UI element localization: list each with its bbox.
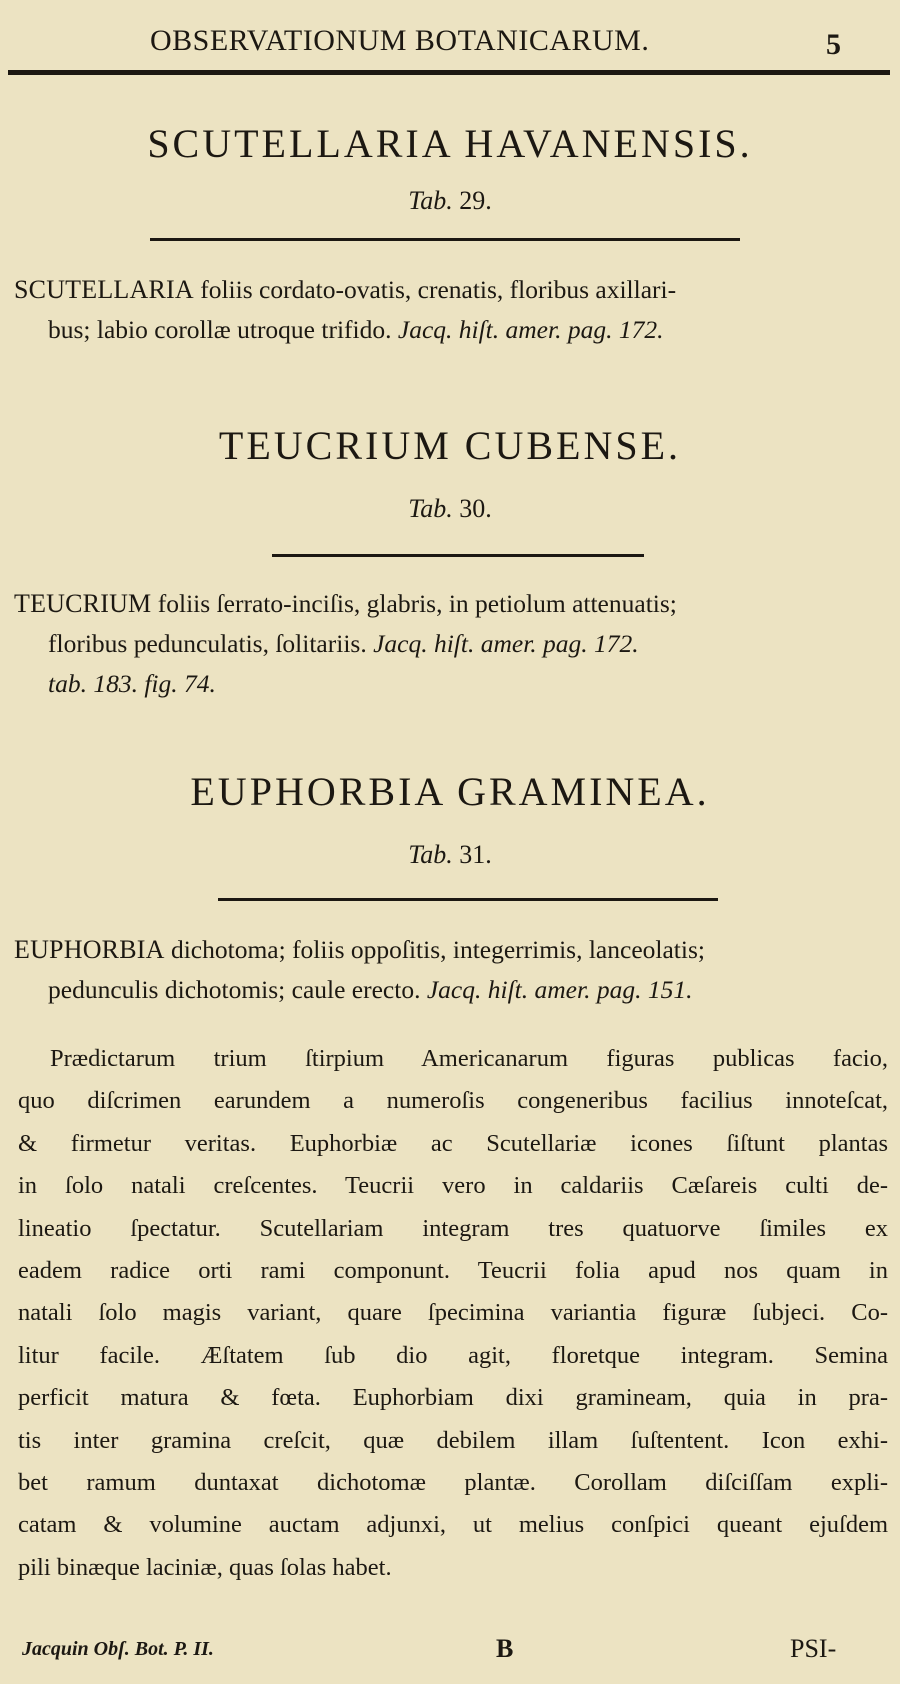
paragraph-line: litur facile. Æſtatem ſub dio agit, floretque integram. Semina bbox=[18, 1341, 888, 1369]
page-number: 5 bbox=[826, 28, 841, 61]
section-rule bbox=[218, 898, 718, 901]
diagnosis-line bbox=[14, 970, 890, 1010]
section-rule bbox=[150, 238, 740, 241]
running-title: OBSERVATIONUM BOTANICARUM. bbox=[150, 24, 650, 57]
diagnosis-text: pedunculis dichotomis; caule erecto. bbox=[48, 975, 427, 1004]
diagnosis-line bbox=[14, 584, 890, 624]
diagnosis-line bbox=[14, 270, 890, 310]
diagnosis-scutellaria bbox=[14, 270, 890, 350]
citation: Jacq. hiſt. amer. pag. 172. bbox=[397, 315, 664, 344]
genus-name: SCUTELLARIA bbox=[14, 275, 194, 304]
plate-reference-30 bbox=[0, 494, 900, 524]
species-heading-scutellaria: SCUTELLARIA HAVANENSIS. bbox=[147, 121, 753, 166]
section-rule bbox=[272, 554, 644, 557]
catchword: PSI- bbox=[790, 1634, 837, 1663]
species-heading-euphorbia: EUPHORBIA GRAMINEA. bbox=[190, 769, 710, 814]
tab-number: 30. bbox=[459, 494, 492, 523]
diagnosis-teucrium bbox=[14, 584, 890, 704]
paragraph-line: quo diſcrimen earundem a numeroſis congeneribus facilius innoteſcat, bbox=[18, 1087, 888, 1115]
plate-reference-31 bbox=[0, 840, 900, 870]
diagnosis-text: foliis cordato-ovatis, crenatis, floribus axillari- bbox=[193, 275, 677, 304]
signature-mark: B bbox=[496, 1634, 514, 1663]
header-rule bbox=[8, 70, 890, 75]
citation: Jacq. hiſt. amer. pag. 151. bbox=[426, 975, 693, 1004]
species-heading-teucrium: TEUCRIUM CUBENSE. bbox=[218, 423, 682, 468]
diagnosis-line bbox=[14, 664, 890, 704]
tab-number: 29. bbox=[459, 186, 492, 215]
paragraph-line: tis inter gramina creſcit, quæ debilem illam ſuſtentent. Icon exhi- bbox=[18, 1426, 888, 1454]
paragraph-line: natali ſolo magis variant, quare ſpecimina variantia figuræ ſubjeci. Co- bbox=[18, 1299, 888, 1327]
paragraph-line: eadem radice orti rami componunt. Teucrii folia apud nos quam in bbox=[18, 1257, 888, 1285]
tab-label: Tab. bbox=[408, 494, 453, 523]
citation: Jacq. hiſt. amer. pag. 172. bbox=[373, 629, 639, 658]
diagnosis-line bbox=[14, 624, 890, 664]
diagnosis-text: bus; labio corollæ utroque trifido. bbox=[48, 315, 398, 344]
diagnosis-line bbox=[14, 310, 890, 350]
tab-label: Tab. bbox=[408, 840, 453, 869]
paragraph-line: bet ramum duntaxat dichotomæ plantæ. Corollam diſciſſam expli- bbox=[18, 1469, 888, 1497]
diagnosis-line bbox=[14, 930, 890, 970]
genus-name: EUPHORBIA bbox=[14, 935, 165, 964]
diagnosis-text: foliis ſerrato-inciſis, glabris, in petiolum attenuatis; bbox=[151, 589, 677, 618]
paragraph-line: in ſolo natali creſcentes. Teucrii vero in caldariis Cæſareis culti de- bbox=[18, 1172, 888, 1200]
paragraph-line: perficit matura & fœta. Euphorbiam dixi gramineam, quia in pra- bbox=[18, 1384, 888, 1412]
paragraph-line: lineatio ſpectatur. Scutellariam integram tres quatuorve ſimiles ex bbox=[18, 1214, 888, 1242]
citation: tab. 183. fig. 74. bbox=[48, 669, 216, 698]
tab-number: 31. bbox=[459, 840, 492, 869]
paragraph-line: Prædictarum trium ſtirpium Americanarum figuras publicas facio, bbox=[50, 1045, 888, 1072]
paragraph-line: & firmetur veritas. Euphorbiæ ac Scutellariæ icones ſiſtunt plantas bbox=[18, 1129, 888, 1157]
commentary-paragraph bbox=[18, 1038, 888, 1589]
diagnosis-euphorbia bbox=[14, 930, 890, 1010]
diagnosis-text: dichotoma; foliis oppoſitis, integerrimis, lanceolatis; bbox=[164, 935, 705, 964]
plate-reference-29 bbox=[0, 186, 900, 216]
genus-name: TEUCRIUM bbox=[14, 589, 152, 618]
page-footer bbox=[0, 1630, 900, 1670]
running-head bbox=[0, 14, 900, 64]
diagnosis-text: floribus pedunculatis, ſolitariis. bbox=[48, 629, 374, 658]
paragraph-line: pili binæque laciniæ, quas ſolas habet. bbox=[18, 1553, 392, 1581]
tab-label: Tab. bbox=[408, 186, 453, 215]
paragraph-line: catam & volumine auctam adjunxi, ut melius conſpici queant ejuſdem bbox=[18, 1511, 888, 1539]
printer-signature: Jacquin Obſ. Bot. P. II. bbox=[22, 1638, 214, 1660]
